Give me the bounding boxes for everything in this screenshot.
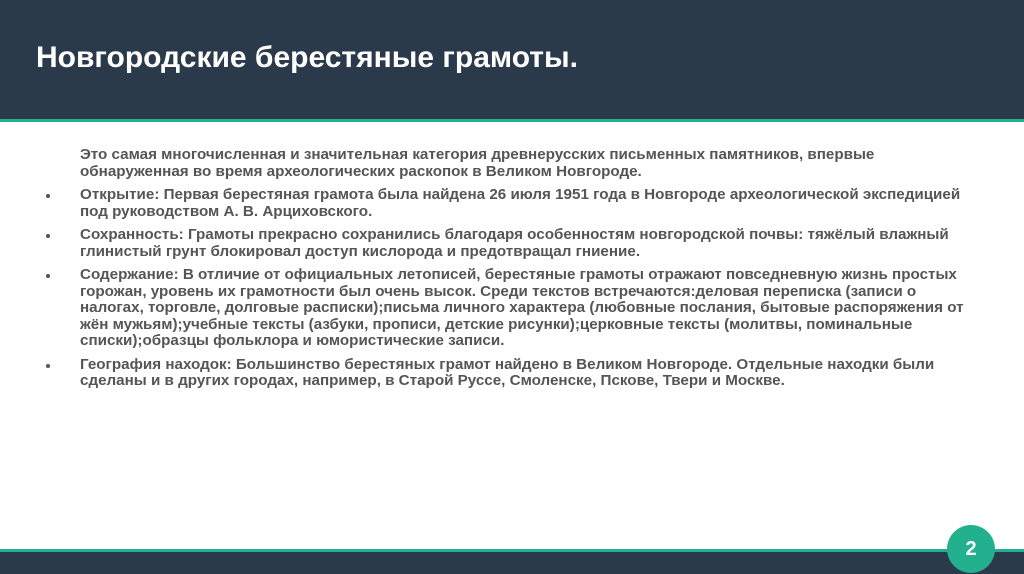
slide-header — [0, 0, 1024, 119]
bullet-item — [46, 187, 976, 220]
header-accent-line — [0, 119, 1024, 122]
bullet-dot-icon — [46, 194, 50, 198]
bullet-dot-icon — [46, 364, 50, 368]
bullet-dot-icon — [46, 274, 50, 278]
page-number-badge: 2 — [947, 525, 995, 573]
intro-paragraph: Это самая многочисленная и значительная категория древнерусских письменных памятников, впервые обнаруженная во время археологических раскопок в Великом Новгороде. — [80, 146, 875, 180]
bullet-item — [46, 357, 976, 390]
slide-body — [46, 147, 976, 397]
bullet-item — [46, 227, 976, 260]
bullet-text: Открытие: Первая берестяная грамота была найдена 26 июля 1951 года в Новгороде археологической экспедицией под руководством А. В. Арциховского. — [80, 186, 961, 220]
bullet-text: Сохранность: Грамоты прекрасно сохранились благодаря особенностям новгородской почвы: тяжёлый влажный глинистый грунт блокировал доступ кислорода и предотвращал гниение. — [80, 226, 949, 260]
slide-footer — [0, 552, 1024, 574]
bullet-text: Содержание: В отличие от официальных летописей, берестяные грамоты отражают повседневную жизнь простых горожан, уровень их грамотности был очень высок. Среди текстов встречаются:деловая переписка (записи о налогах, торговле, долговые расписки);письма личного характера (любовные послания, бытовые распоряжения от жён мужьям);учебные тексты (азбуки, прописи, детские рисунки);церковные тексты (молитвы, поминальные списки);образцы фольклора и юмористические записи. — [80, 266, 964, 349]
slide-title: Новгородские берестяные грамоты. — [36, 41, 578, 74]
bullet-dot-icon — [46, 234, 50, 238]
bullet-item — [46, 267, 976, 350]
bullet-text: География находок: Большинство берестяных грамот найдено в Великом Новгороде. Отдельные находки были сделаны и в других городах, например, в Старой Руссе, Смоленске, Пскове, Твери и Москве. — [80, 355, 935, 389]
